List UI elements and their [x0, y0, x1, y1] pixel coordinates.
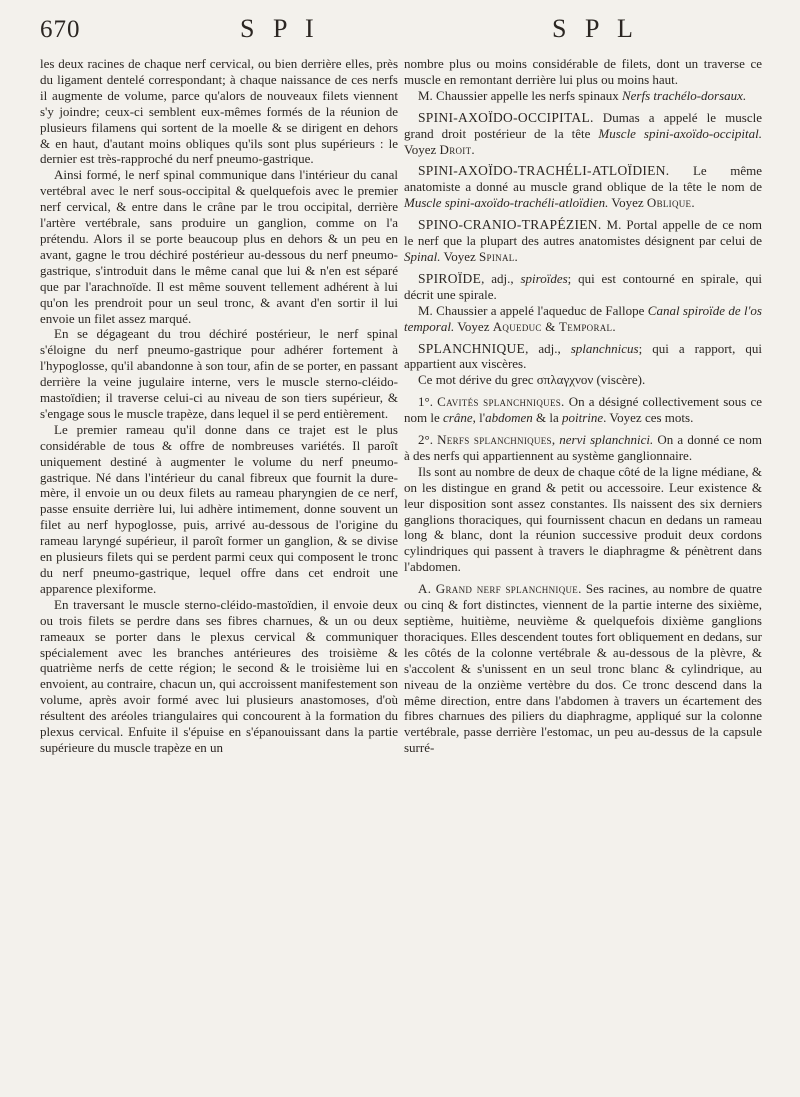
- right-column: [404, 56, 762, 756]
- entry-headword: SPLANCHNIQUE: [418, 340, 526, 356]
- left-column: [40, 56, 398, 756]
- paragraph: En traversant le muscle sterno-cléido-mastoïdien, il envoie deux ou trois filets se perdre dans ses fibres charnues, & un ou deux rameaux se porter dans le plexus cervical & communiquer spécialement avec les branches antérieures des troisième & quatrième nerfs de cette région; le second & le troisième lui en envoient, au contraire, chacun un, qui accroissent manifestement son volume, après avoir formé avec lui plusieurs anastomoses, d'où résultent des aréoles triangulaires qui concourent à la formation du plexus cervical. Enfuite il s'épuise en s'épanouissant dans la partie supérieure du muscle trapèze en un: [40, 596, 398, 755]
- page-number: 670: [40, 16, 81, 43]
- cross-reference: Droit.: [439, 141, 475, 157]
- subsection: 2°. Nerfs splanchniques, nervi splanchnici. On a donné ce nom à des nerfs qui appartiennent au système ganglionnaire.: [404, 432, 763, 463]
- running-head-right: S P L: [552, 14, 639, 43]
- dictionary-entry: SPINO-CRANIO-TRAPÉZIEN. M. Portal appelle de ce nom le nerf que la plupart des autres anatomistes désignent par celui de Spinal. Voyez Spinal.: [404, 217, 762, 264]
- paragraph: M. Chaussier appelle les nerfs spinaux Nerfs trachélo-dorsaux.: [418, 87, 747, 103]
- page-header: [40, 14, 760, 50]
- cross-reference: Aqueduc & Temporal.: [492, 318, 616, 334]
- paragraph: nombre plus ou moins considérable de filets, dont un traverse ce muscle en remontant derrière lui plus ou moins haut.: [404, 56, 762, 87]
- dictionary-entry: SPLANCHNIQUE, adj., splanchnicus; qui a rapport, qui appartient aux viscères.: [404, 340, 762, 372]
- entry-headword: SPIROÏDE: [418, 270, 482, 286]
- paragraph: Ils sont au nombre de deux de chaque côté de la ligne médiane, & on les distingue en grand & petit ou accessoire. Leur existence & leur disposition sont assez constantes. Ils naissent des six derniers ganglions thoraciques, qui fournissent chacun en dedans un rameau long & blanc, dont la réunion successive produit deux cordons cylindriques qui passent à travers le diaphragme & pénètrent dans l'abdomen.: [404, 463, 762, 575]
- paragraph: Ce mot dérive du grec σπλαγχνον (viscère).: [418, 372, 646, 388]
- subsection-heading: Nerfs splanchniques: [437, 432, 552, 448]
- dictionary-entry: SPINI-AXOÏDO-OCCIPITAL. Dumas a appelé le muscle grand droit postérieur de la tête Muscle spini-axoïdo-occipital. Voyez Droit.: [404, 109, 762, 157]
- subsection: A. Grand nerf splanchnique. Ses racines, au nombre de quatre ou cinq & fort distinctes, viennent de la partie interne des sixième, septième, huitième, neuvième & quelquefois dixième ganglions thoraciques. Elles descendent toutes fort obliquement en dedans, sur les côtés de la colonne vertébrale & au-dessous de la plèvre, & s'accolent & s'unissent en un seul tronc blanc & cylindrique, au niveau de la onzième vertèbre du dos. Ce tronc descend dans la même direction, entre dans l'abdomen à travers un écartement des fibres charnues des piliers du diaphragme, appliqué sur la colonne vertébrale, passe derrière l'estomac, un peu au-dessus de la capsule surré-: [404, 581, 762, 756]
- paragraph: Le premier rameau qu'il donne dans ce trajet est le plus considérable de tous & offre de nombreuses variétés. Il paroît uniquement destiné à augmenter le volume du nerf pneumo-gastrique. Né dans l'intérieur du canal fibreux que fournit la dure-mère, il envoie un ou deux filets au rameau pharyngien de ce nerf, passe ensuite derrière lui, lui adhère intimement, donne souvent un filet au nerf hypoglosse, puis, arrivé au-dessous de l'origine du rameau laryngé supérieur, il paroît former un ganglion, & se divise en plusieurs filets qui se perdent parmi ceux qui composent le tronc du nerf pneumo-gastrique, lequel offre dans cet endroit une apparence plexiforme.: [40, 421, 398, 596]
- dictionary-entry: SPINI-AXOÏDO-TRACHÉLI-ATLOÏDIEN. Le même anatomiste a donné au muscle grand oblique de la tête le nom de Muscle spini-axoïdo-trachéli-atloïdien. Voyez Oblique.: [404, 163, 762, 211]
- subsection-heading: Cavités splanchniques.: [437, 394, 565, 410]
- entry-headword: SPINI-AXOÏDO-TRACHÉLI-ATLOÏDIEN.: [418, 163, 670, 179]
- cross-reference: Oblique.: [646, 195, 695, 211]
- paragraph: En se dégageant du trou déchiré postérieur, le nerf spinal s'éloigne du nerf pneumo-gastrique pour adhérer fortement à l'hypoglosse, qu'il abandonne à son tour, afin de se porter, en passant derrière la veine jugulaire interne, vers le muscle sterno-cléido-mastoïdien; il traverse celui-ci au niveau de son tiers supérieur, & s'engage sous le muscle trapèze, dans lequel il se perd entièrement.: [40, 326, 398, 421]
- paragraph: M. Chaussier a appelé l'aqueduc de Fallope Canal spiroïde de l'os temporal. Voyez Aqueduc & Temporal.: [404, 302, 762, 334]
- subsection-heading: A. Grand nerf splanchnique.: [418, 581, 582, 597]
- cross-reference: Spinal.: [479, 248, 519, 264]
- dictionary-entry: SPIROÏDE, adj., spiroïdes; qui est contourné en spirale, qui décrit une spirale.: [404, 270, 762, 302]
- paragraph: les deux racines de chaque nerf cervical, ou bien derrière elles, près du ligament dentelé correspondant; à chaque naissance de ces nerfs il augmente de volume, parce qu'alors de nouveaux filets viennent s'y joindre; ceux-ci semblent eux-mêmes formés de la réunion de plusieurs filamens qui sortent de la moelle & se dirigent en dehors & en haut, d'autant moins obliques qu'ils sont plus supérieurs : le dernier est très-rapproché du nerf pneumo-gastrique.: [40, 56, 398, 167]
- paragraph: Ainsi formé, le nerf spinal communique dans l'intérieur du canal vertébral avec le nerf sous-occipital & quelquefois avec le premier nerf cervical, & entre dans le crâne par le trou occipital, derrière l'artère vertébrale, sans produire un ganglion, comme on l'a prétendu. Alors il se porte beaucoup plus en dehors & un peu en avant, gagne le trou déchiré postérieur au-dessous du nerf pneumo-gastrique, s'introduit dans le même canal que lui & n'en est séparé que par l'arachnoïde. Il est même souvent tellement adhérent à lui qu'on les prendroit pour un seul tronc, & avant d'en sortir il lui envoie un filet assez marqué.: [40, 167, 398, 326]
- entry-headword: SPINI-AXOÏDO-OCCIPITAL.: [418, 109, 594, 125]
- subsection: 1°. Cavités splanchniques. On a désigné collectivement sous ce nom le crâne, l'abdomen & la poitrine. Voyez ces mots.: [404, 394, 762, 426]
- running-head-left: S P I: [240, 14, 320, 43]
- entry-headword: SPINO-CRANIO-TRAPÉZIEN.: [418, 217, 602, 233]
